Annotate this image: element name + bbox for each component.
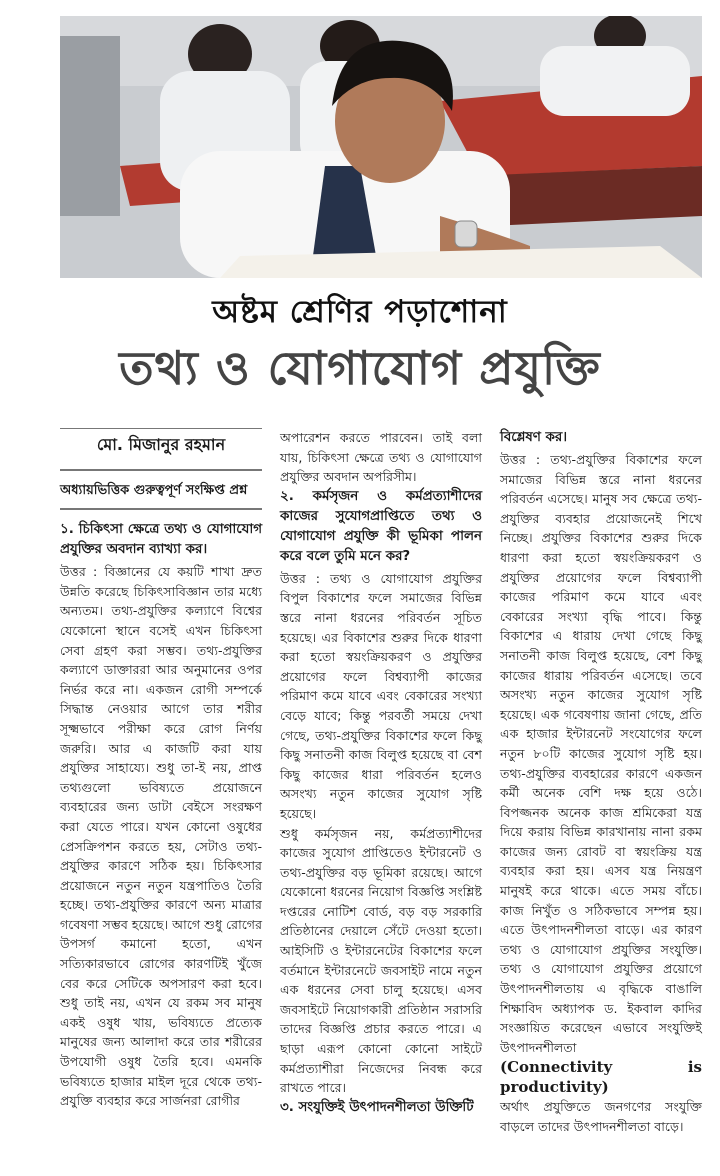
english-quote: (Connectivity is productivity) <box>500 1058 702 1097</box>
column-1 <box>60 428 262 1111</box>
column-2 <box>280 428 482 1120</box>
answer-2-part-b: শুধু কর্মসৃজন নয়, কর্মপ্রত্যাশীদের কাজের সুযোগ প্রাপ্তিতেও ইন্টারনেট ও তথ্য-প্রযুক্তির বড় ভূমিকা রয়েছে। আগে যেকোনো ধরনের নিয়োগ বিজ্ঞপ্তি সংশ্লিষ্ট দপ্তরের নোটিশ বোর্ড, বড় বড় সরকারি প্রতিষ্ঠানের দেয়ালে সেঁটে দেওয়া হতো। আইসিটি ও ইন্টারনেটের বিকাশের ফলে বর্তমানে ইন্টারনেটে জবসাইট নামে নতুন এক ধরনের সেবা চালু হয়েছে। এসব জবসাইটে নিয়োগকারী প্রতিষ্ঠান সরাসরি তাদের বিজ্ঞপ্তি প্রচার করতে পারে। এ ছাড়া এরূপ কোনো কোনো সাইটে কর্মপ্রত্যাশীরা নিজেদের নিবন্ধ করে রাখতে পারে। <box>280 825 482 1096</box>
question-3: ৩. সংযুক্তিই উৎপাদনশীলতা উক্তিটি <box>280 1099 474 1115</box>
question-3-continued: বিশ্লেষণ কর। <box>500 430 568 445</box>
answer-3-end: অর্থাৎ প্রযুক্তিতে জনগণের সংযুক্তি বাড়লে তাদের উৎপাদনশীলতা বাড়ে। <box>500 1099 702 1134</box>
answer-2: উত্তর : তথ্য ও যোগাযোগ প্রযুক্তির বিপুল বিকাশের ফলে সমাজের বিভিন্ন স্তরে নানা ধরনের পরিবর্তন সূচিত হয়েছে। এর বিকাশের শুরুর দিকে ধারণা করা হতো স্বয়ংক্রিয়করণ ও প্রযুক্তির প্রয়োগের ফলে বিশ্বব্যাপী কাজের পরিমাণ কমে যাবে এবং বেকারের সংখ্যা বেড়ে যাবে; কিন্তু পরবর্তী সময়ে দেখা গেছে, তথ্য-প্রযুক্তির বিকাশের ফলে কিছু কিছু সনাতনী কাজ বিলুপ্ত হয়েছে বা বেশ কিছু কাজের ধারা পরিবর্তন হলেও অসংখ্য নতুন কাজের সুযোগ সৃষ্টি হয়েছে। <box>280 570 482 821</box>
question-1: ১. চিকিৎসা ক্ষেত্রে তথ্য ও যোগাযোগ প্রযুক্তির অবদান ব্যাখ্যা কর। <box>60 522 262 558</box>
column-3 <box>500 428 702 1137</box>
answer-1-continued: অপারেশন করতে পারবেন। তাই বলা যায়, চিকিৎসা ক্ষেত্রে তথ্য ও যোগাযোগ প্রযুক্তির অবদান অপরিসীম। <box>280 430 482 485</box>
article-photo <box>60 16 702 278</box>
article-kicker: অষ্টম শ্রেণির পড়াশোনা <box>212 294 508 330</box>
question-2: ২. কর্মসৃজন ও কর্মপ্রত্যাশীদের কাজের সুযোগপ্রাপ্তিতে তথ্য ও যোগাযোগ প্রযুক্তি কী ভূমিকা পালন করে বলে তুমি মনে কর? <box>280 488 482 564</box>
article-headline: তথ্য ও যোগাযোগ প্রযুক্তি <box>119 341 601 395</box>
author-byline: মো. মিজানুর রহমান <box>60 428 262 471</box>
answer-3: উত্তর : তথ্য-প্রযুক্তির বিকাশের ফলে সমাজের বিভিন্ন স্তরে নানা ধরনের পরিবর্তন এসেছে। মানুষ সব ক্ষেত্রে তথ্য-প্রযুক্তির ব্যবহার প্রয়োজনেই শিখে নিচ্ছে। প্রযুক্তির বিকাশের শুরুর দিকে ধারণা করা হতো স্বয়ংক্রিয়করণ ও প্রযুক্তির প্রয়োগের ফলে বিশ্বব্যাপী কাজের পরিমাণ কমে যাবে এবং বেকারের সংখ্যা বৃদ্ধি পাবে। কিন্তু বিকাশের এ ধারায় দেখা গেছে কিছু সনাতনী কাজ বিলুপ্ত হয়েছে, বেশ কিছু কাজের ধারায় পরিবর্তন এসেছে। তবে অসংখ্য নতুন কাজের সুযোগ সৃষ্টি হয়েছে। এক গবেষণায় জানা গেছে, প্রতি এক হাজার ইন্টারনেট সংযোগের ফলে নতুন ৮০টি কাজের সুযোগ সৃষ্টি হয়। তথ্য-প্রযুক্তির ব্যবহারের কারণে একজন কর্মী অনেক বেশি দক্ষ হয়ে ওঠে। বিপজ্জনক অনেক কাজ শ্রমিকেরা যন্ত্র দিয়ে করায় বিভিন্ন কারখানায় নানা রকম কাজের জন্য রোবট বা স্বয়ংক্রিয় যন্ত্র ব্যবহার করা হয়। এসব যন্ত্র নিয়ন্ত্রণ মানুষই করে থাকে। এতে সময় বাঁচে। কাজ নিখুঁত ও সঠিকভাবে সম্পন্ন হয়। এতে উৎপাদনশীলতা বাড়ে। এর কারণ তথ্য ও যোগাযোগ প্রযুক্তির সংযুক্তি। তথ্য ও যোগাযোগ প্রযুক্তির প্রয়োগে উৎপাদনশীলতায় এ বৃদ্ধিকে বাঙালি শিক্ষাবিদ অধ্যাপক ড. ইকবাল কাদির সংজ্ঞায়িত করেছেন এভাবে সংযুক্তিই উৎপাদনশীলতা <box>500 452 702 1055</box>
section-title: অধ্যায়ভিত্তিক গুরুত্বপূর্ণ সংক্ষিপ্ত প্রশ্ন <box>60 481 262 511</box>
answer-1: উত্তর : বিজ্ঞানের যে কয়টি শাখা দ্রুত উন্নতি করেছে চিকিৎসাবিজ্ঞান তার মধ্যে অন্যতম। তথ্য-প্রযুক্তির কল্যাণে বিশ্বের যেকোনো স্থানে বসেই এখন চিকিৎসা সেবা গ্রহণ করা সম্ভব। তথ্য-প্রযুক্তির কল্যাণে ডাক্তাররা আর অনুমানের ওপর নির্ভর করে না। একজন রোগী সম্পর্কে সিদ্ধান্ত নেওয়ার আগে তার শরীর সূক্ষ্মভাবে পরীক্ষা করে রোগ নির্ণয় জরুরি। আর এ কাজটি করা যায় প্রযুক্তির সাহায্যে। শুধু তা-ই নয়, প্রাপ্ত তথ্যগুলো ভবিষ্যতে প্রয়োজনে ব্যবহারের জন্য ডাটা বেইসে সংরক্ষণ করা যেতে পারে। যখন কোনো ওষুধের প্রেসক্রিপশন করতে হয়, সেটাও তথ্য-প্রযুক্তির কারণে সঠিক হয়। চিকিৎসার প্রয়োজনে নতুন নতুন যন্ত্রপাতিও তৈরি হচ্ছে। তথ্য-প্রযুক্তির কারণে অন্য মাত্রার গবেষণা সম্ভব হয়েছে। আগে শুধু রোগের উপসর্গ কমানো হতো, এখন সত্যিকারভাবে রোগের কারণটিই খুঁজে বের করে সেটিকে অপসারণ করা হবে। শুধু তাই নয়, এখন যে রকম সব মানুষ একই ওষুধ খায়, ভবিষ্যতে প্রত্যেক মানুষের জন্য আলাদা করে তার শরীরের উপযোগী ওষুধ তৈরি হবে। এমনকি ভবিষ্যতে হাজার মাইল দূরে থেকে তথ্য-প্রযুক্তি ব্যবহার করে সার্জনরা রোগীর <box>60 564 262 1109</box>
